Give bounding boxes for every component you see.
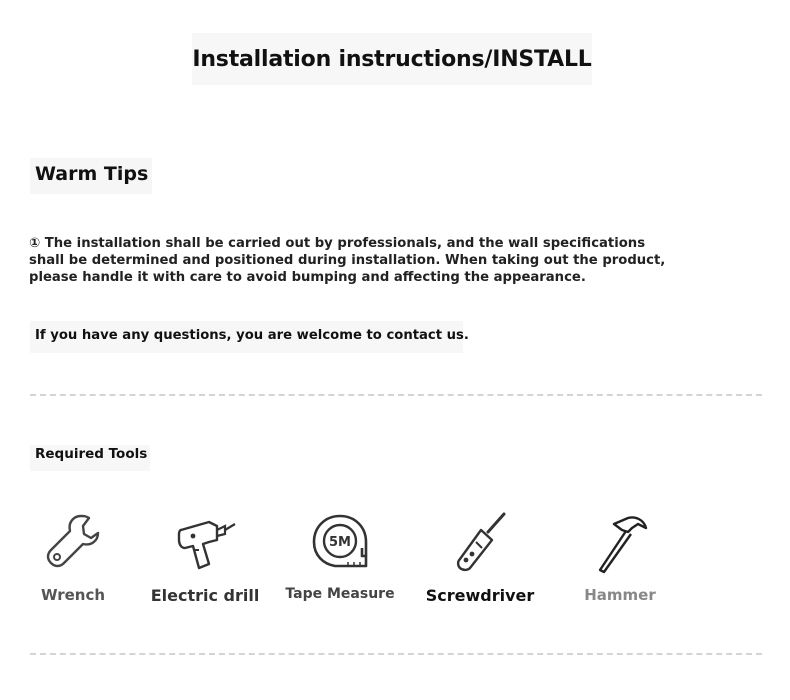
tool-electric-drill [135,510,275,610]
installation-tip-text: ① The installation shall be carried out by professionals, and the wall specifications shall be determined and positioned during installation. When taking out the product, please handle it with care to avoid bumping and affecting the appearance. [29,236,666,285]
warm-tips-heading: Warm Tips [35,163,149,185]
screwdriver-icon [448,510,512,574]
title-banner [192,33,592,85]
svg-text:5M: 5M [329,535,351,550]
wrench-icon [41,510,105,574]
section-divider [30,653,762,655]
tool-screwdriver [410,510,550,610]
tool-label: Wrench [40,586,106,604]
tool-tape-measure [270,510,410,610]
electric-drill-icon [173,510,237,574]
tool-label: Tape Measure [285,586,395,602]
section-divider [30,394,762,396]
tool-label: Hammer [584,586,656,604]
tool-wrench [3,510,143,610]
tape-measure-icon [308,510,372,574]
page-title: Installation instructions/INSTALL [192,46,592,72]
tool-label: Screwdriver [425,586,535,605]
hammer-icon [588,510,652,574]
contact-note: If you have any questions, you are welcome to contact us. [35,328,469,343]
tool-hammer [550,510,690,610]
required-tools-heading: Required Tools [35,446,148,462]
tool-label: Electric drill [150,586,260,605]
